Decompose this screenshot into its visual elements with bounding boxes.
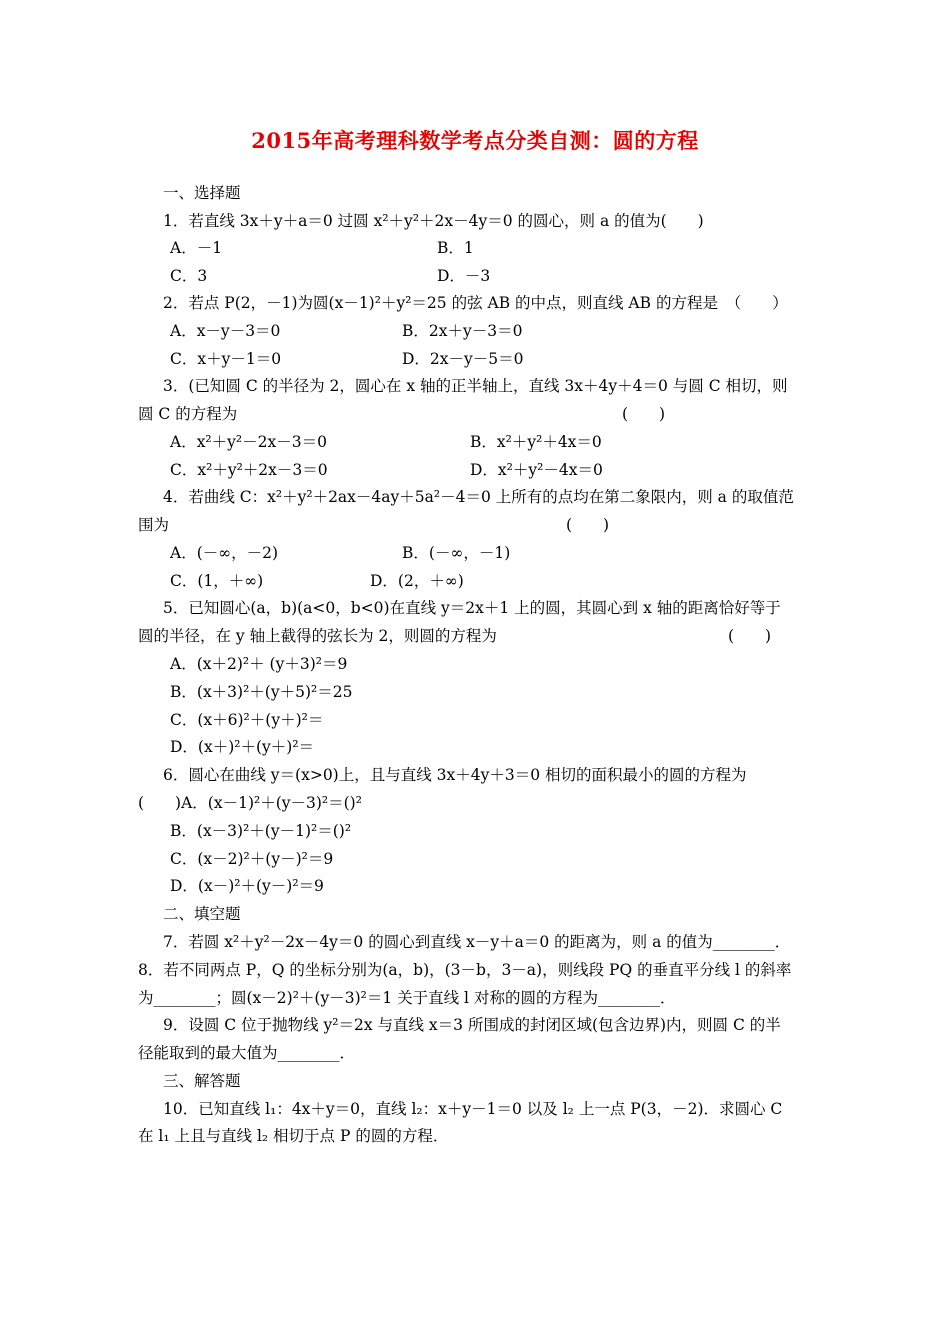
- q5-answer-paren: ( ): [728, 627, 772, 645]
- q5-stem-line2: 圆的半径，在 y 轴上截得的弦长为 2，则圆的方程为: [138, 627, 497, 645]
- q6-option-b: B．(x－3)²＋(y－1)²＝()²: [170, 822, 352, 840]
- q2-option-c: C．x＋y－1＝0: [170, 350, 282, 368]
- q4-option-d: D．(2，＋∞): [370, 572, 464, 590]
- q9-line2: 径能取到的最大值为________．: [138, 1044, 356, 1062]
- q3-stem-line1: 3．(已知圆 C 的半径为 2，圆心在 x 轴的正半轴上，直线 3x＋4y＋4＝0 与圆 C 相切，则: [163, 377, 788, 395]
- q3-answer-paren: ( ): [622, 405, 666, 423]
- q4-stem-line1: 4．若曲线 C：x²＋y²＋2ax－4ay＋5a²－4＝0 上所有的点均在第二象限内，则 a 的取值范: [163, 488, 794, 506]
- q2-option-a: A．x－y－3＝0: [170, 322, 281, 340]
- q4-answer-paren: ( ): [566, 516, 610, 534]
- q5-option-a: A．(x＋2)²＋ (y＋3)²＝9: [170, 655, 348, 673]
- q10-line2: 在 l₁ 上且与直线 l₂ 相切于点 P 的圆的方程．: [138, 1127, 449, 1145]
- section-solve-heading: 三、解答题: [163, 1072, 241, 1090]
- q6-option-a: ( )A．(x－1)²＋(y－3)²＝()²: [138, 794, 362, 812]
- q4-stem-line2: 围为: [138, 516, 170, 534]
- q4-option-a: A．(－∞，－2): [170, 544, 279, 562]
- q5-option-d: D．(x＋)²＋(y＋)²＝: [170, 738, 315, 756]
- q7-stem: 7．若圆 x²＋y²－2x－4y＝0 的圆心到直线 x－y＋a＝0 的距离为，则 a 的值为________．: [163, 933, 791, 951]
- q1-stem: 1．若直线 3x＋y＋a＝0 过圆 x²＋y²＋2x－4y＝0 的圆心，则 a 的值为( ): [163, 212, 704, 230]
- document-title: 2015年高考理科数学考点分类自测：圆的方程: [251, 128, 699, 153]
- q4-option-b: B．(－∞，－1): [402, 544, 511, 562]
- q4-option-c: C．(1，＋∞): [170, 572, 264, 590]
- section-fill-heading: 二、填空题: [163, 905, 241, 923]
- q1-option-d: D．－3: [437, 267, 491, 285]
- q5-option-b: B．(x＋3)²＋(y＋5)²＝25: [170, 683, 353, 701]
- q2-stem: 2．若点 P(2，－1)为圆(x－1)²＋y²＝25 的弦 AB 的中点，则直线 AB 的方程是 （ ）: [163, 294, 788, 312]
- q5-option-c: C．(x＋6)²＋(y＋)²＝: [170, 711, 324, 729]
- q6-option-d: D．(x－)²＋(y－)²＝9: [170, 877, 324, 895]
- q1-option-b: B．1: [437, 239, 474, 257]
- q2-option-d: D．2x－y－5＝0: [402, 350, 524, 368]
- q2-option-b: B．2x＋y－3＝0: [402, 322, 523, 340]
- q3-option-c: C．x²＋y²＋2x－3＝0: [170, 461, 328, 479]
- q5-stem-line1: 5．已知圆心(a，b)(a<0，b<0)在直线 y＝2x＋1 上的圆，其圆心到 x 轴的距离恰好等于: [163, 599, 781, 617]
- q6-stem: 6．圆心在曲线 y＝(x>0)上，且与直线 3x＋4y＋3＝0 相切的面积最小的圆的方程为: [163, 766, 747, 784]
- q3-option-b: B．x²＋y²＋4x＝0: [470, 433, 602, 451]
- q10-line1: 10．已知直线 l₁：4x＋y＝0，直线 l₂：x＋y－1＝0 以及 l₂ 上一点 P(3，－2)．求圆心 C: [163, 1100, 783, 1118]
- q3-option-d: D．x²＋y²－4x＝0: [470, 461, 603, 479]
- q1-option-c: C．3: [170, 267, 208, 285]
- q8-line2: 为________；圆(x－2)²＋(y－3)²＝1 关于直线 l 对称的圆的方程为________．: [138, 989, 676, 1007]
- q1-option-a: A．－1: [170, 239, 223, 257]
- q3-option-a: A．x²＋y²－2x－3＝0: [170, 433, 327, 451]
- q8-line1: 8．若不同两点 P，Q 的坐标分别为(a，b)，(3－b，3－a)，则线段 PQ 的垂直平分线 l 的斜率: [138, 961, 792, 979]
- q6-option-c: C．(x－2)²＋(y－)²＝9: [170, 850, 334, 868]
- q3-stem-line2: 圆 C 的方程为: [138, 405, 238, 423]
- section-choice-heading: 一、选择题: [163, 184, 241, 202]
- q9-line1: 9．设圆 C 位于抛物线 y²＝2x 与直线 x＝3 所围成的封闭区域(包含边界)内，则圆 C 的半: [163, 1016, 781, 1034]
